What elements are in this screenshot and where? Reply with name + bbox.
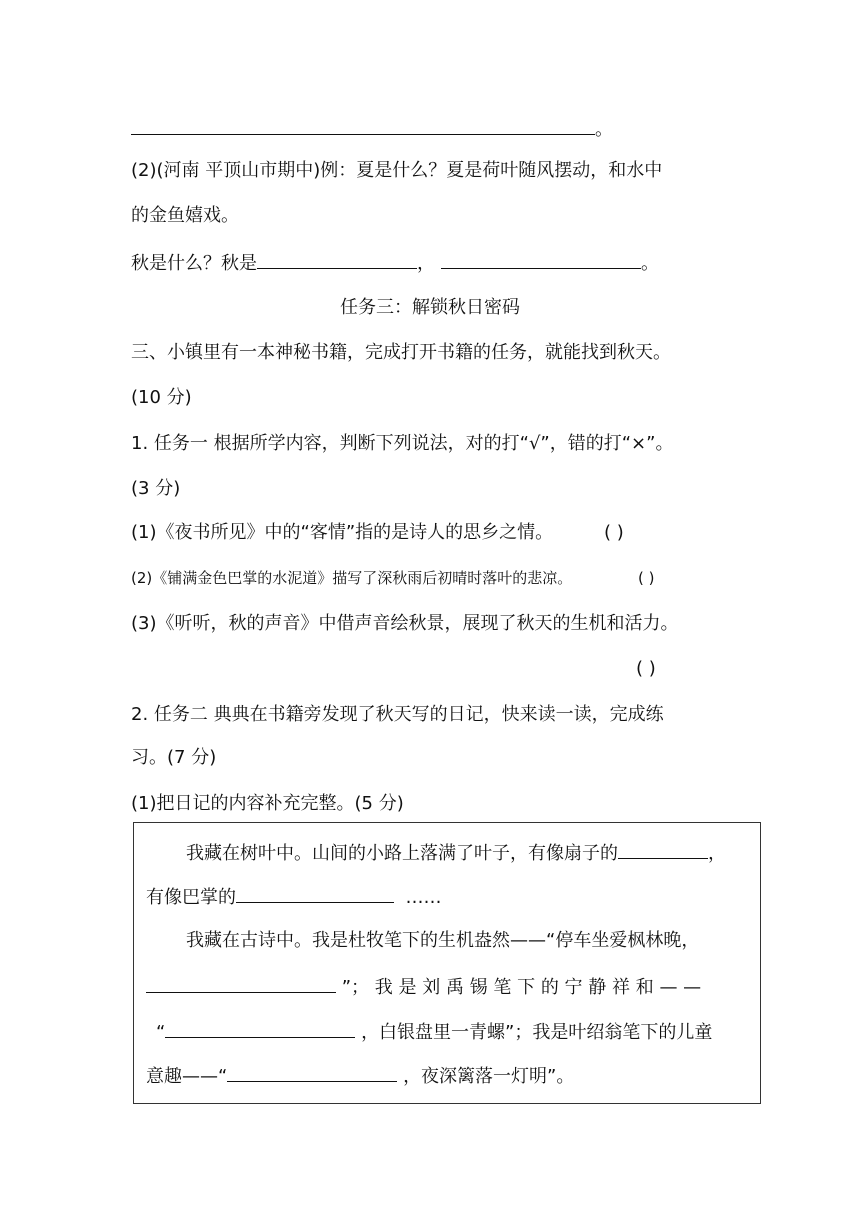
task1-heading: 1. 任务一 根据所学内容，判断下列说法，对的打“√”，错的打“×”。 [131,433,674,454]
diary-p1-text-2: 有像巴掌的 [146,887,236,908]
section-title: 任务三：解锁秋日密码 [340,297,520,318]
task2-sub1: (1)把日记的内容补充完整。(5 分) [131,793,404,814]
diary-ellipsis: …… [405,887,442,908]
answer-blank[interactable] [131,116,595,135]
q2-blank-2[interactable] [441,250,641,269]
diary-p2-line4 [146,1063,574,1089]
task2-line1: 2. 任务二 典典在书籍旁发现了秋天写的日记，快来读一读，完成练 [131,704,664,725]
diary-blank-1[interactable] [618,840,708,859]
answer-line-row [131,116,613,142]
diary-p2-text-5: ，夜深篱落一灯明”。 [403,1066,575,1087]
q2-line1: (2)(河南 平顶山市期中)例：夏是什么？夏是荷叶随风摆动，和水中 [131,160,663,181]
diary-blank-4[interactable] [165,1019,355,1038]
q2-prompt: 秋是什么？秋是 [131,253,257,274]
diary-p2-text-3: ，白银盘里一青螺”；我是叶绍翁笔下的儿童 [361,1022,713,1043]
diary-blank-3[interactable] [146,974,336,993]
task1-item-3-answer[interactable]: ( ) [636,658,656,679]
diary-p1-line1 [186,840,726,866]
task1-score: (3 分) [131,478,181,499]
task1-item-3: (3)《听听，秋的声音》中借声音绘秋景，展现了秋天的生机和活力。 [131,613,679,634]
q2-blank-1[interactable] [257,250,417,269]
q2-line3 [131,250,659,276]
diary-p1-comma: ， [708,843,726,864]
diary-p2-line2 [146,974,701,1000]
diary-p2-text-4: 意趣——“ [146,1066,228,1087]
diary-p2-text-2: ”； 我 是 刘 禹 锡 笔 下 的 宁 静 祥 和 — — [341,977,702,998]
diary-blank-5[interactable] [227,1063,397,1082]
task1-item-2-text: (2)《铺满金色巴掌的水泥道》描写了深秋雨后初晴时落叶的悲凉。 [131,569,573,587]
diary-p1-line2 [146,884,441,910]
task1-item-2 [131,566,572,590]
task2-line2: 习。(7 分) [131,747,217,768]
end-punct: 。 [595,119,613,140]
diary-box [133,822,761,1104]
task1-item-1 [131,521,553,545]
q2-comma: ， [417,253,435,274]
task1-item-2-answer[interactable]: ( ) [638,569,655,587]
q2-period: 。 [641,253,659,274]
task1-item-1-text: (1)《夜书所见》中的“客情”指的是诗人的思乡之情。 [131,522,554,543]
diary-p2-line1: 我藏在古诗中。我是杜牧笔下的生机盎然——“停车坐爱枫林晚， [186,930,700,951]
diary-open-quote: “ [156,1022,166,1043]
q2-line2: 的金鱼嬉戏。 [131,205,239,226]
diary-p2-line3 [156,1019,712,1045]
part3-score: (10 分) [131,387,192,408]
diary-p1-text: 我藏在树叶中。山间的小路上落满了叶子，有像扇子的 [186,843,618,864]
part3-heading: 三、小镇里有一本神秘书籍，完成打开书籍的任务，就能找到秋天。 [131,342,671,363]
diary-blank-2[interactable] [236,884,394,903]
task1-item-1-answer[interactable]: ( ) [604,522,624,543]
